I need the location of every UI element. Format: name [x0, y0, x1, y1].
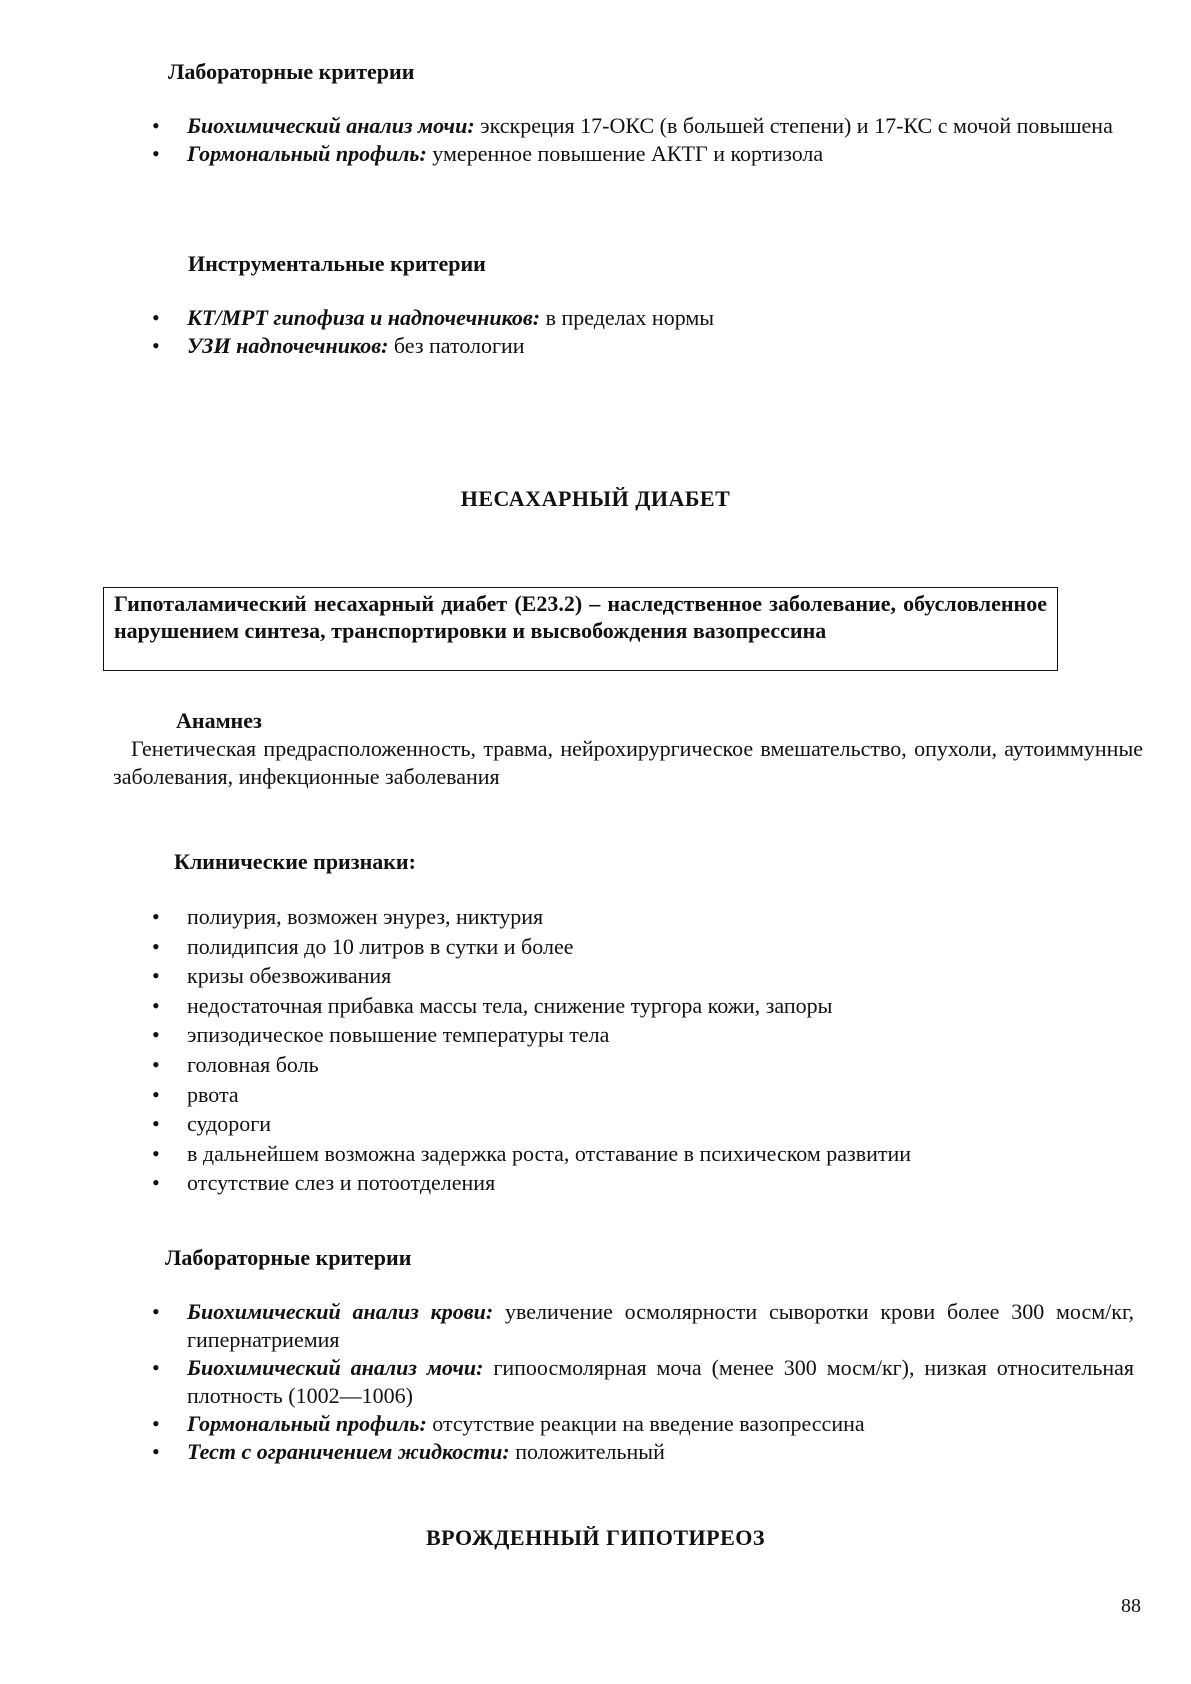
item-text: увеличение осмолярности сыворотки крови более 300 мосм/кг, гипернатриемия [187, 1299, 1134, 1352]
list-item [152, 304, 1142, 332]
list-item [152, 112, 1142, 140]
item-text: отсутствие реакции на введение вазопрессина [426, 1411, 865, 1436]
lab-criteria-heading-2: Лабораторные критерии [165, 1245, 412, 1270]
anamnesis-text: Генетическая предрасположенность, травма, нейрохирургическое вмешательство, опухоли, аутоиммунные заболевания, инфекционные заболевания [113, 736, 1143, 789]
list-item: • полиурия, возможен энурез, никтурия [152, 902, 1142, 932]
item-term: Гормональный профиль: [187, 1411, 427, 1436]
instrumental-criteria-list [152, 304, 1142, 360]
list-item [152, 1438, 1134, 1466]
list-item: • судороги [152, 1109, 1142, 1139]
list-item: • в дальнейшем возможна задержка роста, отставание в психическом развитии [152, 1139, 1142, 1169]
item-text: гипоосмолярная моча (менее 300 мосм/кг), низкая относительная плотность (1002—1006) [187, 1355, 1135, 1408]
list-item [152, 1354, 1134, 1410]
list-item [152, 140, 1142, 168]
list-item: • полидипсия до 10 литров в сутки и более [152, 932, 1142, 962]
anamnesis-heading: Анамнез [176, 708, 262, 733]
definition-box: Гипоталамический несахарный диабет (Е23.2) – наследственное заболевание, обусловленное нарушением синтеза, транспортировки и высвобождения вазопрессина [103, 587, 1058, 671]
item-term: Биохимический анализ мочи: [187, 1355, 484, 1380]
item-text: в пределах нормы [540, 305, 715, 330]
list-item [152, 332, 1142, 360]
list-item [152, 1298, 1134, 1354]
item-term: Биохимический анализ мочи: [187, 113, 475, 138]
list-item: • эпизодическое повышение температуры тела [152, 1020, 1142, 1050]
lab-criteria-list [152, 112, 1142, 168]
item-text: без патологии [388, 333, 525, 358]
section-title-congenital-hypothyroidism: ВРОЖДЕННЫЙ ГИПОТИРЕОЗ [425, 1525, 765, 1550]
clinical-signs-heading: Клинические признаки: [174, 849, 416, 874]
item-text: экскреция 17-ОКС (в большей степени) и 17-КС с мочой повышена [474, 113, 1113, 138]
list-item: • рвота [152, 1080, 1142, 1110]
instrumental-criteria-heading: Инструментальные критерии [188, 251, 486, 276]
list-item [152, 1410, 1134, 1438]
list-item: • отсутствие слез и потоотделения [152, 1168, 1142, 1198]
item-term: Биохимический анализ крови: [187, 1299, 494, 1324]
lab-criteria-heading: Лабораторные критерии [168, 59, 415, 84]
item-text: положительный [509, 1439, 665, 1464]
list-item: • кризы обезвоживания [152, 961, 1142, 991]
list-item: • головная боль [152, 1050, 1142, 1080]
list-item: • недостаточная прибавка массы тела, снижение тургора кожи, запоры [152, 991, 1142, 1021]
item-term: Гормональный профиль: [187, 141, 427, 166]
item-term: Тест с ограничением жидкости: [187, 1439, 510, 1464]
item-text: умеренное повышение АКТГ и кортизола [426, 141, 824, 166]
page-number: 88 [1121, 1595, 1141, 1617]
lab-criteria-list-2 [152, 1298, 1134, 1466]
clinical-signs-list [152, 902, 1142, 1198]
item-term: КТ/МРТ гипофиза и надпочечников: [187, 305, 541, 330]
item-term: УЗИ надпочечников: [187, 333, 389, 358]
section-title-diabetes-insipidus: НЕСАХАРНЫЙ ДИАБЕТ [460, 486, 731, 511]
